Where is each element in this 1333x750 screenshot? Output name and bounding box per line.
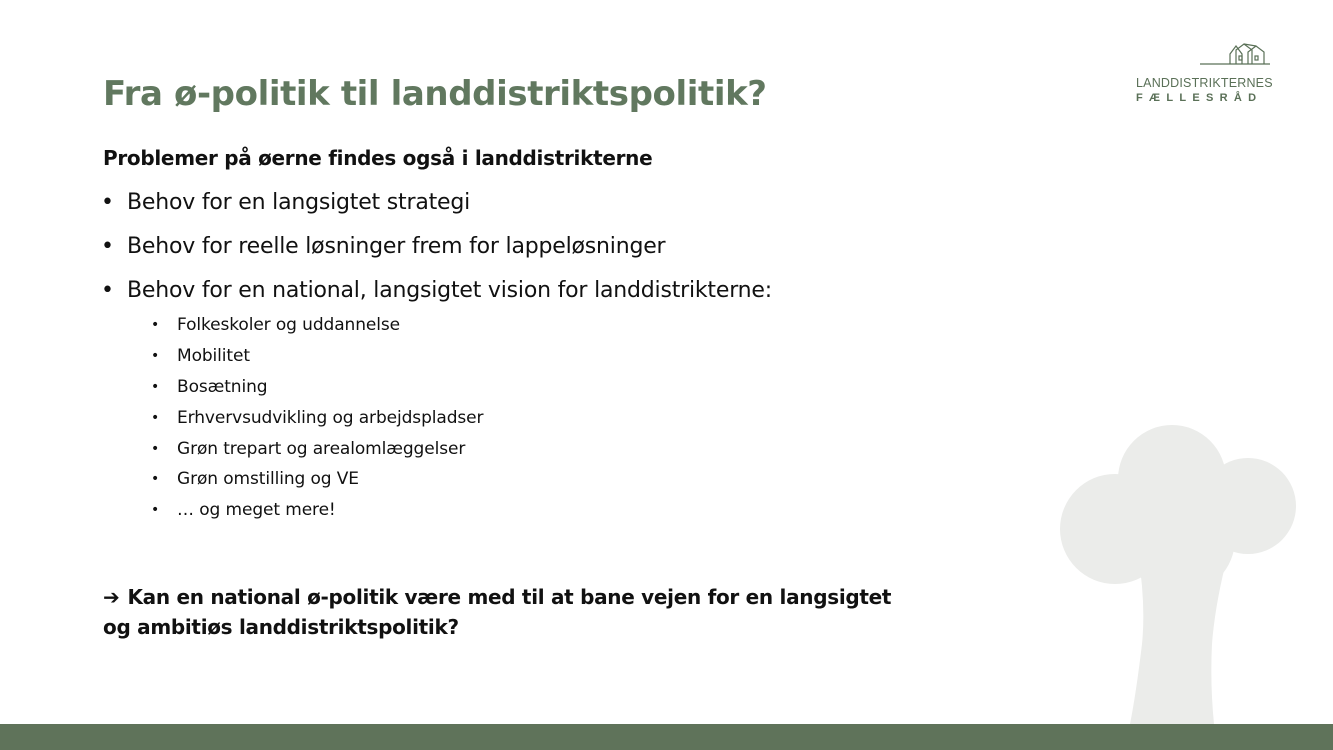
bullet-item: • Behov for en national, langsigtet vision for landdistrikterne: [103,276,772,320]
conclusion-line2: og ambitiøs landdistriktspolitik? [103,615,459,639]
sub-bullet-item: • … og meget mere! [150,498,483,529]
sub-bullet-item: • Bosætning [150,375,483,406]
sub-bullet-list [150,313,483,529]
bullet-item: • Behov for en langsigtet strategi [103,188,772,232]
houses-icon [1200,42,1270,74]
footer-bar [0,724,1333,750]
logo-text-line1: LANDDISTRIKTERNES [1136,76,1273,90]
sub-bullet-item: • Grøn omstilling og VE [150,467,483,498]
bullet-item: • Behov for reelle løsninger frem for lappeløsninger [103,232,772,276]
slide-title: Fra ø-politik til landdistriktspolitik? [103,74,767,114]
slide-subtitle: Problemer på øerne findes også i landdistrikterne [103,146,653,170]
conclusion-text [103,582,1003,642]
logo [1132,42,1282,106]
conclusion-line1: Kan en national ø-politik være med til at bane vejen for en langsigtet [127,585,892,609]
logo-text-line2: FÆLLESRÅD [1136,92,1263,104]
sub-bullet-item: • Grøn trepart og arealomlæggelser [150,437,483,468]
sub-bullet-item: • Mobilitet [150,344,483,375]
sub-bullet-item: • Erhvervsudvikling og arbejdspladser [150,406,483,437]
tree-shape [1060,424,1296,724]
sub-bullet-item: • Folkeskoler og uddannelse [150,313,483,344]
arrow-right-icon: ➔ [103,585,120,609]
main-bullet-list [103,188,772,320]
